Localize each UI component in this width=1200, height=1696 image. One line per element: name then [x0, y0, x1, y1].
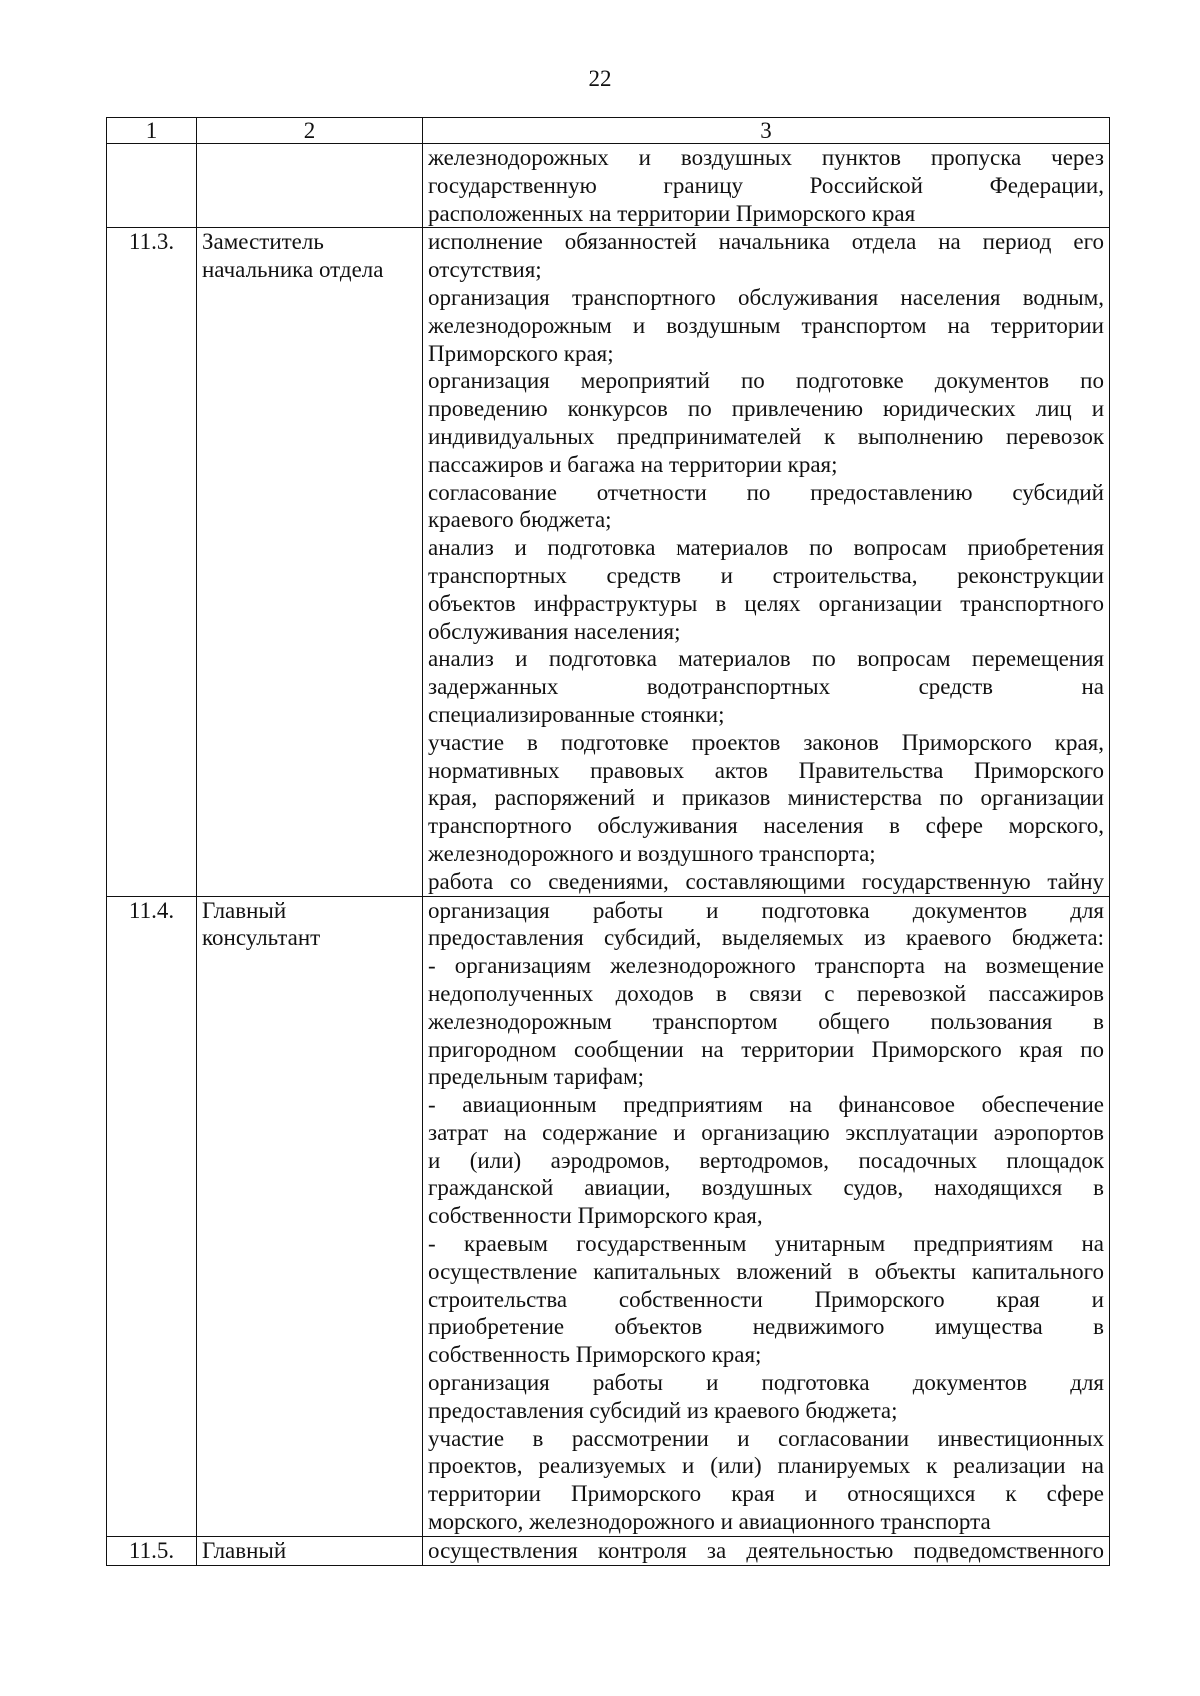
duty-line: предоставления субсидий, выделяемых из краевого бюджета: [428, 925, 1104, 951]
duty-line: задержанных водотранспортных средств на [428, 674, 1104, 700]
duty-line: территории Приморского края и относящихся к сфере [428, 1481, 1104, 1507]
duty-line: организация мероприятий по подготовке документов по [428, 368, 1104, 394]
duty-line: работа со сведениями, составляющими государственную тайну [428, 868, 1104, 894]
duty-line: железнодорожного и воздушного транспорта; [428, 840, 876, 866]
duty-line: морского, железнодорожного и авиационного транспорта [428, 1509, 991, 1535]
table-row [107, 896, 1110, 1536]
position-line: Заместитель [202, 229, 324, 255]
column-header-duties: 3 [423, 118, 1110, 144]
position-line: Главный [202, 897, 287, 923]
duty-line: участие в рассмотрении и согласовании инвестиционных [428, 1425, 1104, 1451]
table-row [107, 228, 1110, 896]
position-line: начальника отдела [202, 257, 384, 283]
duty-line: и (или) аэродромов, вертодромов, посадочных площадок [428, 1147, 1104, 1173]
duty-line: анализ и подготовка материалов по вопросам приобретения [428, 535, 1104, 561]
duty-line: строительства собственности Приморского края и [428, 1286, 1104, 1312]
row-position [197, 896, 423, 1536]
duty-line: затрат на содержание и организацию эксплуатации аэропортов [428, 1119, 1104, 1145]
duty-line: железнодорожных и воздушных пунктов пропуска через [428, 145, 1104, 170]
duty-line: пригородном сообщении на территории Приморского края по [428, 1036, 1104, 1062]
duty-line: индивидуальных предпринимателей к выполнению перевозок [428, 423, 1104, 449]
duties-table [106, 117, 1110, 1566]
duty-line: проведению конкурсов по привлечению юридических лиц и [428, 396, 1104, 422]
duty-line: согласование отчетности по предоставлению субсидий [428, 479, 1104, 505]
duty-line: собственности Приморского края, [428, 1203, 763, 1229]
duty-line: проектов, реализуемых и (или) планируемых к реализации на [428, 1453, 1104, 1479]
row-number [107, 144, 197, 228]
duty-line: объектов инфраструктуры в целях организации транспортного [428, 590, 1104, 616]
duty-line: транспортных средств и строительства, реконструкции [428, 562, 1104, 588]
duty-line: недополученных доходов в связи с перевозкой пассажиров [428, 980, 1104, 1006]
duty-line: железнодорожным и воздушным транспортом на территории [428, 312, 1104, 338]
duty-line: Приморского края; [428, 340, 614, 366]
duty-line: отсутствия; [428, 257, 542, 283]
duty-line: организация работы и подготовка документов для [428, 1370, 1104, 1396]
duty-line: предоставления субсидий из краевого бюджета; [428, 1397, 898, 1423]
row-duties [423, 1536, 1110, 1565]
duty-line: приобретение объектов недвижимого имущества в [428, 1314, 1104, 1340]
duty-line: исполнение обязанностей начальника отдела на период его [428, 229, 1104, 255]
duty-line: - организациям железнодорожного транспорта на возмещение [428, 953, 1104, 979]
duty-line: организация транспортного обслуживания населения водным, [428, 284, 1104, 310]
table-body [107, 144, 1110, 1566]
table-header-row [107, 118, 1110, 144]
row-position [197, 144, 423, 228]
duty-line: расположенных на территории Приморского края [428, 200, 916, 226]
position-line: Главный [202, 1537, 287, 1563]
duty-line: предельным тарифам; [428, 1064, 645, 1090]
duty-line: анализ и подготовка материалов по вопросам перемещения [428, 646, 1104, 672]
row-duties [423, 896, 1110, 1536]
row-number: 11.5. [107, 1536, 197, 1565]
duty-line: специализированные стоянки; [428, 701, 725, 727]
duty-line: обслуживания населения; [428, 618, 681, 644]
row-position [197, 228, 423, 896]
duty-line: - краевым государственным унитарным предприятиям на [428, 1231, 1104, 1257]
column-header-position: 2 [197, 118, 423, 144]
row-duties [423, 228, 1110, 896]
duty-line: государственную границу Российской Федерации, [428, 172, 1104, 198]
page-number: 22 [588, 66, 612, 91]
duty-line: осуществление капитальных вложений в объекты капитального [428, 1258, 1104, 1284]
duty-line: собственность Приморского края; [428, 1342, 762, 1368]
duty-line: транспортного обслуживания населения в сфере морского, [428, 813, 1104, 839]
row-duties [423, 144, 1110, 228]
duty-line: пассажиров и багажа на территории края; [428, 451, 838, 477]
table-row [107, 1536, 1110, 1565]
duty-line: нормативных правовых актов Правительства Приморского [428, 757, 1104, 783]
row-number: 11.3. [107, 228, 197, 896]
duty-line: - авиационным предприятиям на финансовое обеспечение [428, 1092, 1104, 1118]
row-number: 11.4. [107, 896, 197, 1536]
position-line: консультант [202, 925, 321, 951]
table-row [107, 144, 1110, 228]
duty-line: организация работы и подготовка документов для [428, 897, 1104, 923]
duty-line: края, распоряжений и приказов министерства по организации [428, 785, 1104, 811]
duty-line: гражданской авиации, воздушных судов, находящихся в [428, 1175, 1104, 1201]
duty-line: краевого бюджета; [428, 507, 612, 533]
duty-line: железнодорожным транспортом общего пользования в [428, 1008, 1104, 1034]
row-position [197, 1536, 423, 1565]
column-header-number: 1 [107, 118, 197, 144]
duty-line: осуществления контроля за деятельностью подведомственного [428, 1537, 1104, 1563]
duty-line: участие в подготовке проектов законов Приморского края, [428, 729, 1104, 755]
